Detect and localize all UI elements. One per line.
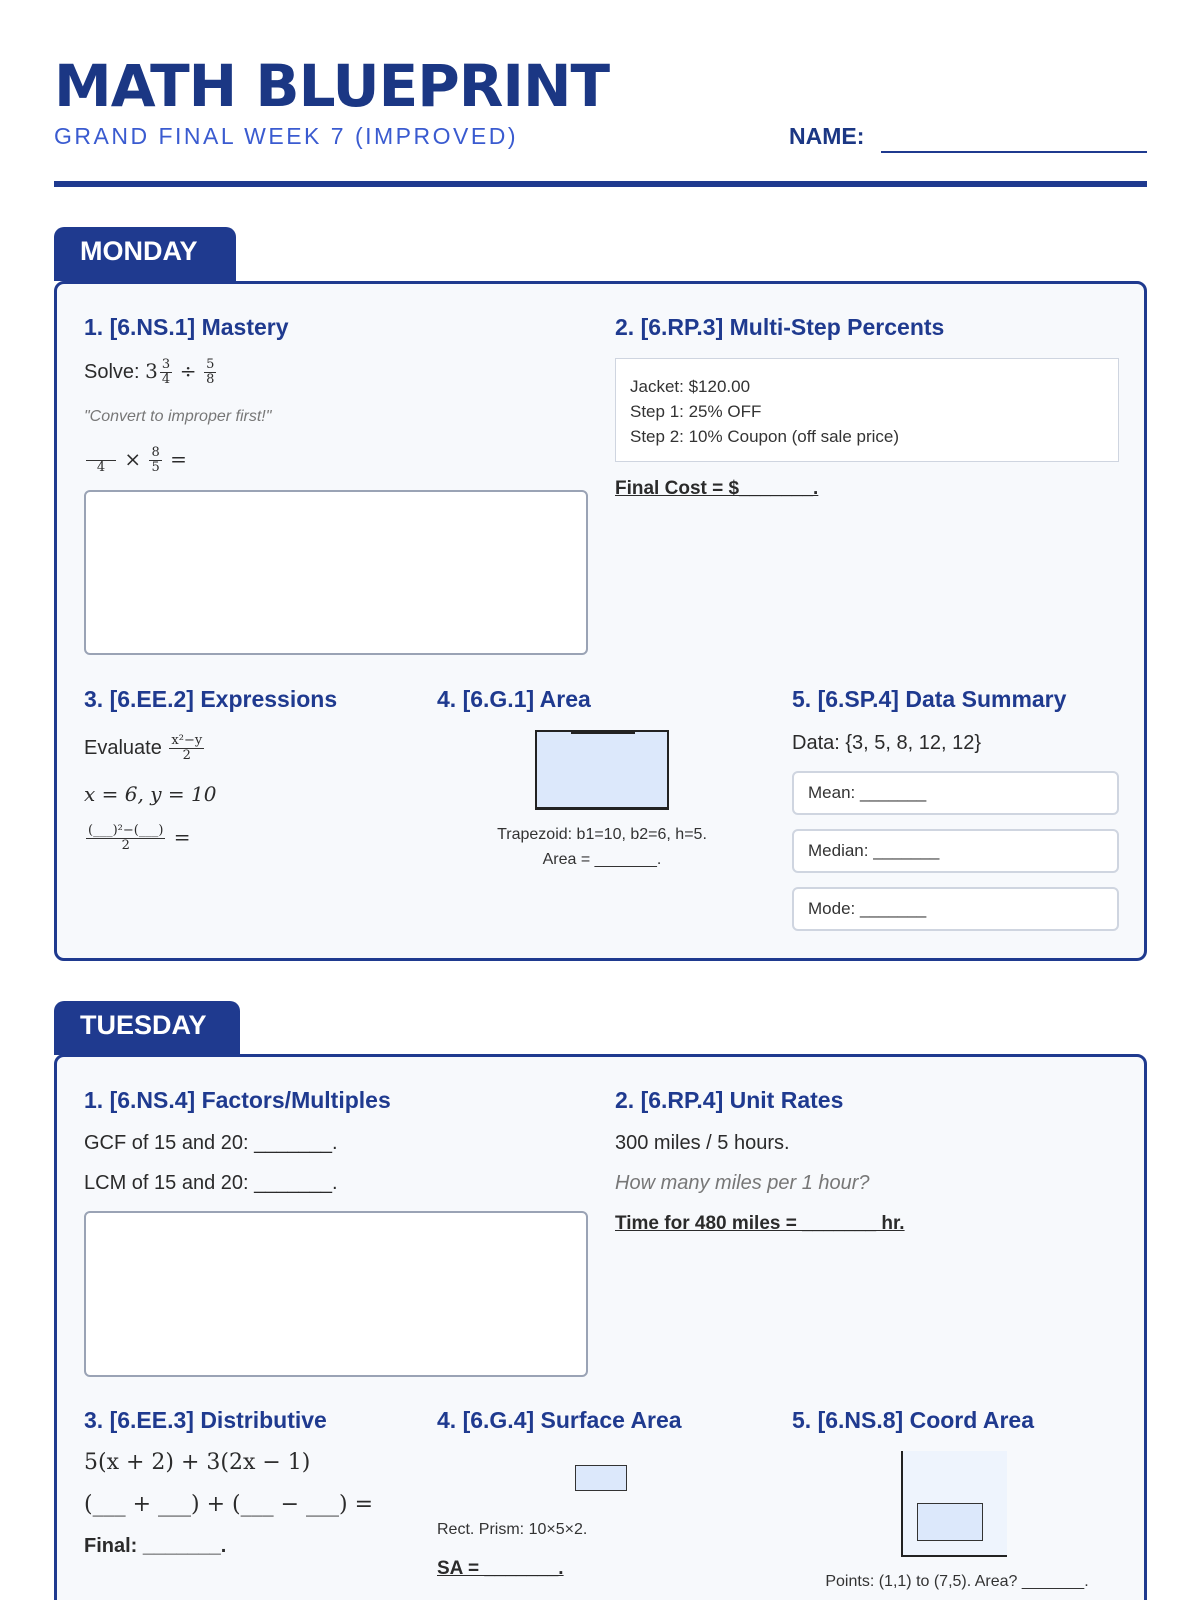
median-answer-box[interactable]: Median: _______: [792, 829, 1119, 873]
info-line: Step 1: 25% OFF: [630, 402, 762, 421]
monday-q1-hint: "Convert to improper first!": [84, 408, 272, 425]
improper-fraction-blank: 4: [86, 446, 116, 475]
tuesday-q2-title: 2. [6.RP.4] Unit Rates: [615, 1087, 844, 1113]
monday-q1-work-step: 4 × $\frac{8}{5}$ =: [84, 446, 187, 475]
mixed-whole: 3: [145, 358, 158, 383]
monday-q1-title: 1. [6.NS.1] Mastery: [84, 314, 289, 340]
substitution-fraction: $\frac{\text{(\_\_\_)²−(\_\_\_)}}{2}$: [88, 823, 164, 853]
monday-q5-title: 5. [6.SP.4] Data Summary: [792, 686, 1067, 712]
monday-q3-evaluate: Evaluate $\frac{\text{x²−y}}{2}$: [84, 733, 203, 763]
monday-q5-data: Data: {3, 5, 8, 12, 12}: [792, 732, 982, 754]
tuesday-q3-title: 3. [6.EE.3] Distributive: [84, 1407, 327, 1433]
header-divider: [54, 181, 1147, 187]
tuesday-q2-hint: How many miles per 1 hour?: [615, 1172, 870, 1194]
monday-q4-title: 4. [6.G.1] Area: [437, 686, 591, 712]
tuesday-q4-caption: Rect. Prism: 10×5×2.: [437, 1521, 588, 1538]
trapezoid-figure: [535, 730, 669, 810]
reciprocal-fraction: $\frac{8}{5}$: [151, 445, 160, 475]
monday-q3-work: $\frac{\text{(\_\_\_)²−(\_\_\_)}}{2}$ =: [88, 823, 191, 853]
tuesday-q1-title: 1. [6.NS.4] Factors/Multiples: [84, 1087, 391, 1113]
expression-fraction: $\frac{\text{x²−y}}{2}$: [171, 733, 203, 763]
tuesday-tab: TUESDAY: [54, 1001, 240, 1055]
name-label: NAME:: [789, 123, 865, 149]
coordinate-rectangle: [917, 1503, 983, 1541]
monday-tab: MONDAY: [54, 227, 236, 281]
monday-q2-title: 2. [6.RP.3] Multi-Step Percents: [615, 314, 945, 340]
tuesday-q2-given: 300 miles / 5 hours.: [615, 1132, 790, 1154]
tuesday-q4-title: 4. [6.G.4] Surface Area: [437, 1407, 682, 1433]
monday-q3-values: x = 6, y = 10: [84, 782, 217, 806]
divide-sign: ÷: [179, 358, 197, 383]
monday-q1-work-box[interactable]: [84, 490, 588, 655]
divisor-fraction: $\frac{5}{8}$: [206, 357, 215, 387]
tuesday-q1-gcf: GCF of 15 and 20: _______.: [84, 1132, 338, 1154]
info-line: Jacket: $120.00: [630, 377, 751, 396]
tuesday-q5-caption: Points: (1,1) to (7,5). Area? _______.: [825, 1573, 1089, 1590]
monday-q2-answer: Final Cost = $_______.: [615, 478, 819, 499]
mean-answer-box[interactable]: Mean: _______: [792, 771, 1119, 815]
monday-q2-info-box: [615, 358, 1119, 462]
monday-q4-caption: Trapezoid: b1=10, b2=6, h=5.: [497, 826, 707, 843]
monday-q4-area-answer: Area = _______.: [542, 851, 662, 868]
trapezoid-top-base: [571, 730, 635, 734]
tuesday-q2-answer: Time for 480 miles = _______ hr.: [615, 1213, 905, 1234]
worksheet-title: MATH BLUEPRINT: [54, 52, 610, 120]
mode-answer-box[interactable]: Mode: _______: [792, 887, 1119, 931]
tuesday-q1-work-box[interactable]: [84, 1211, 588, 1377]
monday-q1-problem: [84, 358, 218, 387]
info-line: Step 2: 10% Coupon (off sale price): [630, 427, 900, 446]
tuesday-q5-title: 5. [6.NS.8] Coord Area: [792, 1407, 1034, 1433]
solve-label: Solve:: [84, 360, 140, 383]
tuesday-q4-answer: SA = _______.: [437, 1558, 564, 1579]
name-field-line[interactable]: [881, 151, 1147, 153]
mixed-fraction: $\frac{3}{4}$: [161, 357, 171, 387]
worksheet-subtitle: GRAND FINAL WEEK 7 (IMPROVED): [54, 123, 518, 149]
tuesday-q1-lcm: LCM of 15 and 20: _______.: [84, 1172, 338, 1194]
coordinate-grid: [901, 1451, 1007, 1557]
rect-prism-figure: [575, 1465, 627, 1491]
tuesday-q3-expression: 5(x + 2) + 3(2x − 1): [84, 1450, 311, 1475]
tuesday-q3-final: Final: _______.: [84, 1535, 227, 1557]
tuesday-q3-work: (___ + ___) + (___ − ___) =: [84, 1492, 374, 1517]
monday-q3-title: 3. [6.EE.2] Expressions: [84, 686, 338, 712]
